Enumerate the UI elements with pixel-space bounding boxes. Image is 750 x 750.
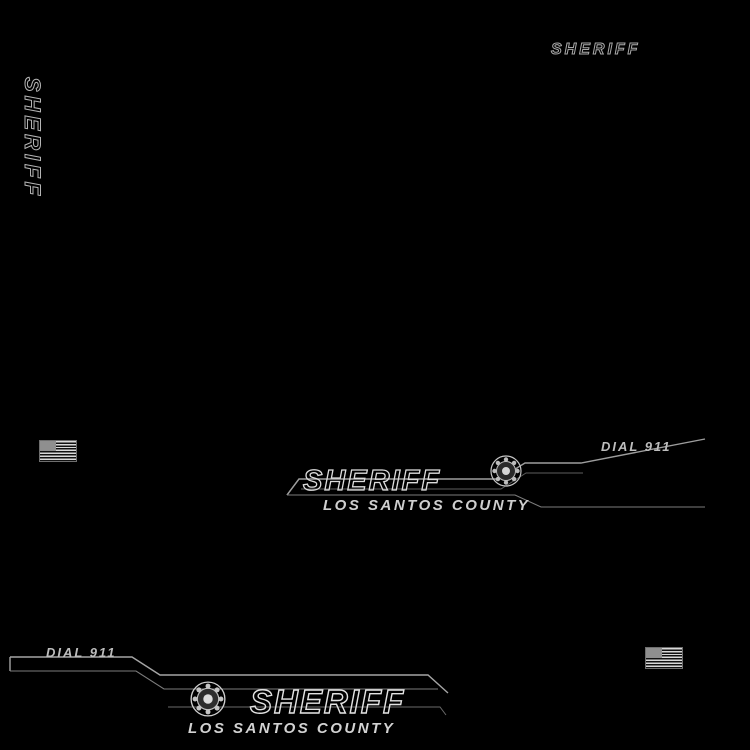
decal-right-county-text: LOS SANTOS COUNTY [323,497,531,514]
decal-right-sheriff-text: SHERIFF [303,465,442,497]
decal-bottom-sheriff-text: SHERIFF [250,683,406,720]
decal-bottom-dial-text: DIAL 911 [46,645,117,660]
us-flag-icon-left [39,440,77,462]
sheriff-star-badge-bottom [190,681,226,717]
decal-right-dial-text: DIAL 911 [601,439,672,454]
sheriff-text-top-right: SHERIFF [551,41,641,58]
decal-bottom-county-text: LOS SANTOS COUNTY [188,720,396,737]
sheriff-star-badge-right [490,455,522,487]
us-flag-icon-right [645,647,683,669]
sheriff-text-vertical-left: SHERIFF [20,76,45,200]
sheriff-decal-right [285,439,705,515]
sheriff-decal-bottom [10,645,450,745]
flag-canton [40,441,56,451]
flag-canton [646,648,662,658]
